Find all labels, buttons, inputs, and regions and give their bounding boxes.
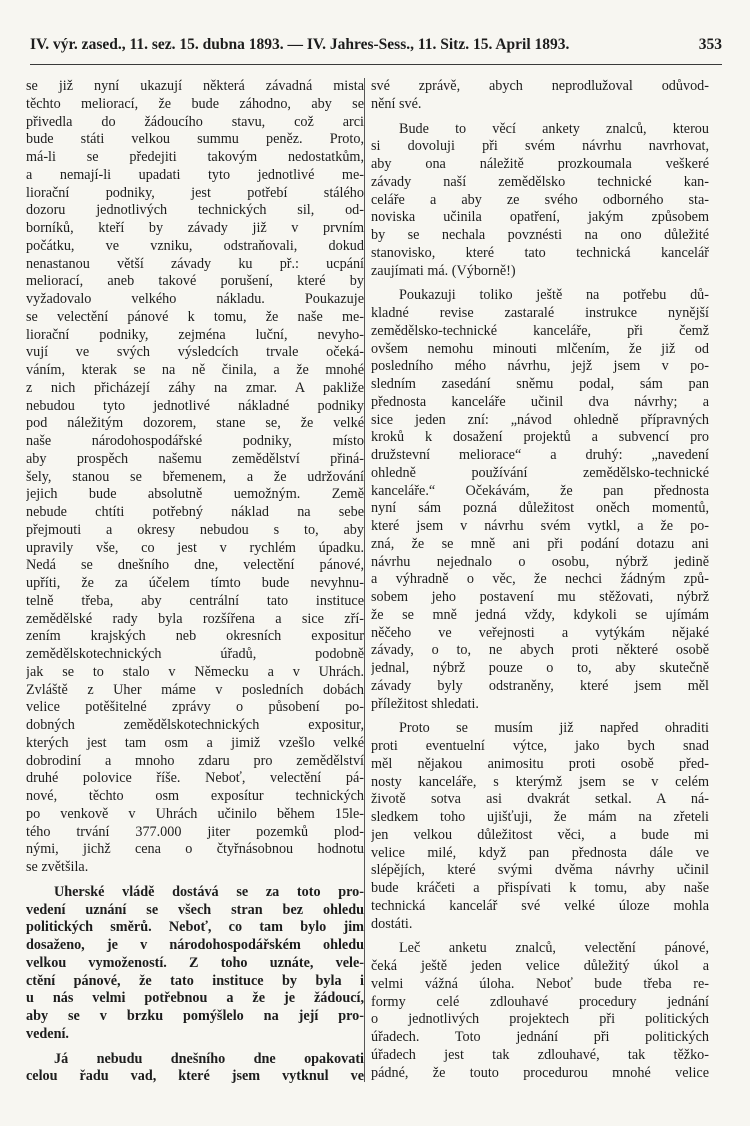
text-line: se již nyní ukazují některá závadná mista: [26, 78, 364, 94]
text-line: bude státi velkou summu peněz. Proto,: [26, 131, 364, 148]
text-line: bude kráčeti a přispívati k tomu, aby naše: [371, 880, 709, 896]
text-line: pádné, že touto procedurou mnohé velice: [371, 1064, 709, 1081]
text-line: váním, kterak se na ně činila, a že mnohé: [26, 362, 364, 378]
text-line: Bude to věcí ankety znalců, kterou: [399, 120, 709, 137]
text-line: a výhradně o věc, že nechci žádným způ-: [371, 571, 709, 588]
text-line: že se mně jedná vždy, kdykoli se ujímám: [371, 606, 709, 623]
paragraph-gap: [371, 114, 709, 121]
header-rule: [30, 64, 722, 65]
text-line: aby ona náležitě prozkoumala veškeré: [371, 156, 709, 172]
paragraph-gap: [26, 1044, 364, 1051]
text-line: vedení.: [26, 1025, 69, 1042]
left-column: [26, 78, 364, 1086]
text-line: nové, těchto osm exposítur technických: [26, 788, 364, 804]
text-line: nyní sám pozná důležitost oněch momentů,: [371, 500, 709, 517]
text-line: příležitost shledati.: [371, 695, 479, 712]
text-line: vedení uznání se všech stran bez ohledu: [26, 901, 364, 918]
text-line: velkou vymožeností. Z toho uznáte, vele-: [26, 954, 364, 971]
text-line: své zprávě, abych neprodlužoval odůvod-: [371, 78, 709, 94]
paragraph-gap: [26, 877, 364, 884]
text-line: se zvětšila.: [26, 859, 89, 875]
text-line: ohledně používání zemědělsko-technické: [371, 464, 709, 481]
text-line: nými, jichž cena o čtyřnásobnou hodnotu: [26, 841, 364, 858]
text-line: Proto se musím již napřed ohraditi: [399, 720, 709, 737]
text-line: jednal, nýbrž pouze o to, aby skutečně: [371, 660, 709, 676]
text-line: přednosta kanceláře učinil dva návrhy; a: [371, 393, 709, 410]
text-line: přejmouti a okresy nebudou s to, aby: [26, 521, 364, 538]
text-line: si dovoluji při svém návrhu navrhovat,: [371, 138, 709, 155]
text-line: liorační podniky, jest potřebí stálého: [26, 184, 364, 201]
text-line: závady, o to, ne abych proti některé osobě: [371, 642, 709, 659]
text-line: dosaženo, je v národohospodářském ohledu: [26, 937, 364, 953]
text-line: sobem jeho postavení mu stěžovati, nýbrž: [371, 589, 709, 605]
text-line: o jednotlivých projektech při politických: [371, 1011, 709, 1028]
text-line: čeká ještě jeden velice důležitý úkol a: [371, 958, 709, 974]
text-line: přivedla do žádoucího stavu, což arci: [26, 113, 364, 130]
text-line: nebude chtíti potřebný náklad na sebe: [26, 504, 364, 520]
text-line: má-li se předejiti takovým nedostatkům,: [26, 149, 364, 165]
text-line: posledního mého návrhu, jejž jsem v po-: [371, 358, 709, 375]
text-line: druhé polovice říše. Neboť, velectění pá-: [26, 770, 364, 787]
text-line: úřadech jest tak zdlouhavé, tak těžko-: [371, 1046, 709, 1063]
text-line: vyžadovalo velkého nákladu. Poukazuje: [26, 291, 364, 307]
text-line: družstevní meliorace“ a druhý: „navedení: [371, 447, 709, 463]
text-line: kroků k dosažení projektů a subvencí pro: [371, 429, 709, 446]
text-line: zemědělsko-technické kanceláře, při čemž: [371, 322, 709, 339]
text-line: Uherské vládě dostává se za toto pro-: [54, 883, 364, 900]
text-line: celáře a aby ze svého odborného sta-: [371, 191, 709, 208]
text-line: a nemají-li upadati tyto jednotlivé me-: [26, 166, 364, 183]
text-line: velice potěšitelné zprávy o působení po-: [26, 699, 364, 716]
page-number: 353: [698, 36, 722, 53]
text-line: formy celé zdlouhavé procedury jednání: [371, 993, 709, 1010]
text-line: dobných zemědělskotechnických expositur,: [26, 717, 364, 733]
text-line: proti eventuelní výtce, jako bych snad: [371, 738, 709, 754]
text-line: jen velkou důležitost věci, a bude mi: [371, 826, 709, 843]
text-line: sledním zasedání sněmu podal, sám pan: [371, 376, 709, 392]
text-line: celou řadu vad, které jsem vytknul ve: [26, 1068, 364, 1085]
text-line: z nich přicházejí záhy na zmar. A pakliže: [26, 379, 364, 396]
text-line: závady byly odstraněny, které jsem měl: [371, 677, 709, 694]
text-line: ctění pánové, že tato instituce by byla i: [26, 972, 364, 989]
text-line: nění své.: [371, 95, 422, 112]
text-line: Nedá se dnešního dne, velectění pánové,: [26, 557, 364, 574]
text-line: u nás velmi potřebnou a že je žádoucí,: [26, 990, 364, 1007]
text-line: velmi vážná úloha. Neboť bude třeba re-: [371, 975, 709, 992]
text-line: nosty kanceláře, s kterýmž jsem se v celém: [371, 773, 709, 790]
text-line: kladné revise zastaralé instrukce nynější: [371, 305, 709, 321]
text-line: se velectění pánové k tomu, že naše me-: [26, 308, 364, 325]
column-divider: [364, 78, 365, 1082]
text-line: technická kancelář své velké úloze mohla: [371, 897, 709, 914]
text-line: telně třeba, aby centrální tato instituce: [26, 592, 364, 609]
text-line: životě sotva asi dvakrát setkal. A ná-: [371, 791, 709, 808]
text-line: něčeho ve veřejnosti a vytýkám nějaké: [371, 624, 709, 641]
text-line: tého trvání 377.000 jiter pozemků plod-: [26, 823, 364, 840]
text-line: úřadech. Toto jednání při politických: [371, 1029, 709, 1045]
text-line: Leč anketu znalců, velectění pánové,: [399, 940, 709, 957]
text-line: Já nebudu dnešního dne opakovati: [54, 1050, 364, 1067]
text-line: zením krajských neb okresních expositur: [26, 628, 364, 645]
text-line: by se nechala povznésti na ono důležité: [371, 227, 709, 243]
text-line: nebudou tyto jednotlivé nákladné podniky: [26, 397, 364, 414]
text-line: zaujímati má. (Výborně!): [371, 262, 516, 279]
text-line: sledkem toho ujišťuji, že mám na zřeteli: [371, 809, 709, 825]
text-line: počátku, ve vzniku, odstraňovali, dokud: [26, 237, 364, 254]
text-line: dozoru jednotlivých technických sil, od-: [26, 202, 364, 219]
text-line: zemědělskotechnických úřadů, podobně: [26, 646, 364, 662]
paragraph-gap: [371, 280, 709, 287]
text-line: zná, že se mně ani při podání dotazu ani: [371, 535, 709, 552]
text-line: borníků, kteří by závady již v prvním: [26, 220, 364, 236]
text-line: naše národohospodářské podniky, místo: [26, 433, 364, 449]
text-line: liorační podniky, zejména luční, nevyho-: [26, 326, 364, 343]
text-line: jak se to stalo v Německu a v Uhrách.: [26, 663, 364, 680]
paragraph-gap: [371, 713, 709, 720]
text-line: upravily vše, co jest v rychlém úpadku.: [26, 539, 364, 556]
text-line: meliorací, aneb takové porušení, které by: [26, 273, 364, 290]
text-line: které jsem v návrhu svém vytkl, a že po-: [371, 518, 709, 534]
text-line: dobrodiní a mnoho zdaru pro zemědělství: [26, 752, 364, 769]
text-line: vují ve svých výsledcích trvale očeká-: [26, 344, 364, 361]
text-line: aby se v brzku pomýšlelo na její pro-: [26, 1008, 364, 1024]
text-line: upříti, že za účelem tímto bude nevyhnu-: [26, 575, 364, 591]
text-line: kterých jest tam osm a jimiž vzešlo velké: [26, 734, 364, 751]
text-line: zemědělské rady byla rozšířena a sice zří-: [26, 610, 364, 627]
text-line: ovšem nemohu minouti mlčením, že již od: [371, 340, 709, 357]
text-line: závady naší zemědělsko technické kan-: [371, 173, 709, 190]
text-line: těchto meliorací, že bude záhodno, aby se: [26, 95, 364, 112]
text-line: slépějích, které svými dvěma návrhy učinil: [371, 862, 709, 879]
text-line: Poukazuji toliko ještě na potřebu dů-: [399, 287, 709, 304]
text-line: noviska učinila opatření, jakým způsobem: [371, 209, 709, 226]
text-line: po venkově v Uhrách učinilo během 15le-: [26, 805, 364, 822]
text-line: pod náležitým dozorem, stane se, že velké: [26, 415, 364, 432]
text-line: aby prospěch našemu zemědělství přiná-: [26, 450, 364, 467]
text-line: jejich bude absolutně uemožným. Země: [26, 486, 364, 503]
header-title: IV. výr. zased., 11. sez. 15. dubna 1893. — IV. Jahres-Sess., 11. Sitz. 15. April 1893.: [30, 36, 570, 53]
text-line: politických směrů. Neboť, co tam bylo jim: [26, 919, 364, 936]
right-column: [371, 78, 709, 1082]
paragraph-gap: [371, 933, 709, 940]
text-line: velice milé, když pan přednosta dále ve: [371, 844, 709, 861]
text-line: nenastanou větší závady ku př.: ucpání: [26, 255, 364, 272]
text-line: měl nějakou animositu proti osobě před-: [371, 755, 709, 772]
running-header: [30, 36, 722, 58]
text-line: návrhu nejednalo o osobu, nýbrž jedině: [371, 553, 709, 570]
text-line: kanceláře.“ Očekávám, že pan přednosta: [371, 482, 709, 499]
text-line: sice jeden zní: „návod ohledně přípravných: [371, 411, 709, 428]
text-line: stanovisko, které tato technická kancelář: [371, 244, 709, 261]
text-line: šely, stanou se břemenem, a že udržování: [26, 468, 364, 485]
text-line: dostáti.: [371, 915, 413, 932]
text-line: Zvláště z Uher máme v posledních dobách: [26, 681, 364, 698]
